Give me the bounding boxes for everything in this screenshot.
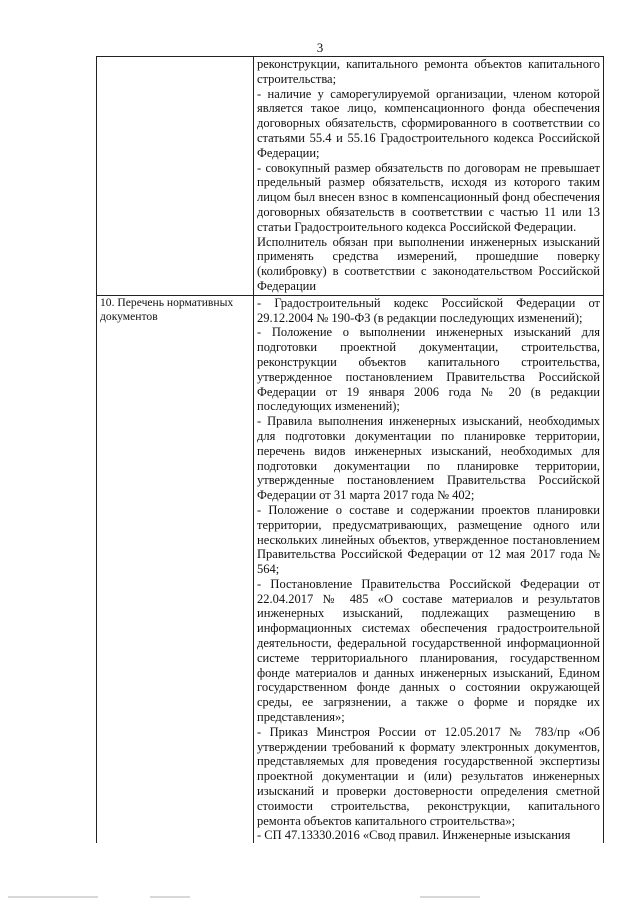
paragraph: - совокупный размер обязательств по договорам не превышает предельный размер обязательств, исходя из которого таким лицом был внесен взнос в компенсационный фонд обеспечения договорных обязательств в соответствии с частью 11 или 13 статьи Градостроительного кодекса Российской Федерации. [257, 160, 600, 234]
paragraph: реконструкции, капитального ремонта объектов капитального строительства; [257, 57, 600, 86]
row-label: 10. Перечень нормативных документов [100, 295, 234, 324]
paragraph: - Приказ Минстроя России от 12.05.2017 № 783/пр «Об утверждении требований к формату электронных документов, представляемых для проведения государственной экспертизы проектной документации и (или) результатов инженерных изысканий и проверки достоверности определения сметной стоимости строительства, реконструкции, капитального ремонта объектов капитального строительства»; [257, 724, 600, 828]
row-content-cell [254, 295, 604, 843]
paragraph: - СП 47.13330.2016 «Свод правил. Инженерные изыскания [257, 828, 571, 843]
row-content-cell [254, 57, 604, 296]
paragraph: - Положение о выполнении инженерных изысканий для подготовки проектной документации, строительства, реконструкции объектов капитального строительства, утвержденное постановлением Правительства Российской Федерации от 19 января 2006 года № 20 (в редакции последующих изменений); [257, 325, 600, 414]
row-label-cell [97, 295, 254, 843]
paragraph: Исполнитель обязан при выполнении инженерных изысканий применять средства измерений, прошедшие поверку (колибровку) в соответствии с законодательством Российской Федерации [257, 234, 600, 293]
paragraph: - Градостроительный кодекс Российской Федерации от 29.12.2004 № 190-ФЗ (в редакции последующих изменений); [257, 295, 600, 325]
page-number: 3 [316, 40, 324, 55]
table-row [97, 57, 604, 296]
paragraph: - Положение о составе и содержании проектов планировки территории, предусматривающих, размещение одного или нескольких линейных объектов, утвержденное постановлением Правительства Российской Федерации от 12 мая 2017 года № 564; [257, 502, 600, 577]
scan-edge-marks [0, 896, 640, 900]
paragraph: - Постановление Правительства Российской Федерации от 22.04.2017 № 485 «О составе материалов и результатов инженерных изысканий, подлежащих размещению в информационных системах обеспечения градостроительной деятельности, федеральной государственной информационной системе территориального планирования, государственном фонде материалов и данных инженерных изысканий, Едином государственном фонде данных о состоянии окружающей среды, ее загрязнении, а также о форме и порядке их представления»; [257, 576, 600, 725]
paragraph: - наличие у саморегулируемой организации, членом которой является такое лицо, компенсационного фонда обеспечения договорных обязательств, сформированного в соответствии со статьями 55.4 и 55.16 Градостроительного кодекса Российской Федерации; [257, 86, 600, 160]
table-row [97, 295, 604, 843]
row-label-cell [97, 57, 254, 296]
requirements-table [96, 56, 604, 843]
paragraph: - Правила выполнения инженерных изысканий, необходимых для подготовки документации по планировке территории, перечень видов инженерных изысканий, необходимых для подготовки документации по планировке территории, утвержденные постановлением Правительства Российской Федерации от 31 марта 2017 года № 402; [257, 414, 600, 503]
